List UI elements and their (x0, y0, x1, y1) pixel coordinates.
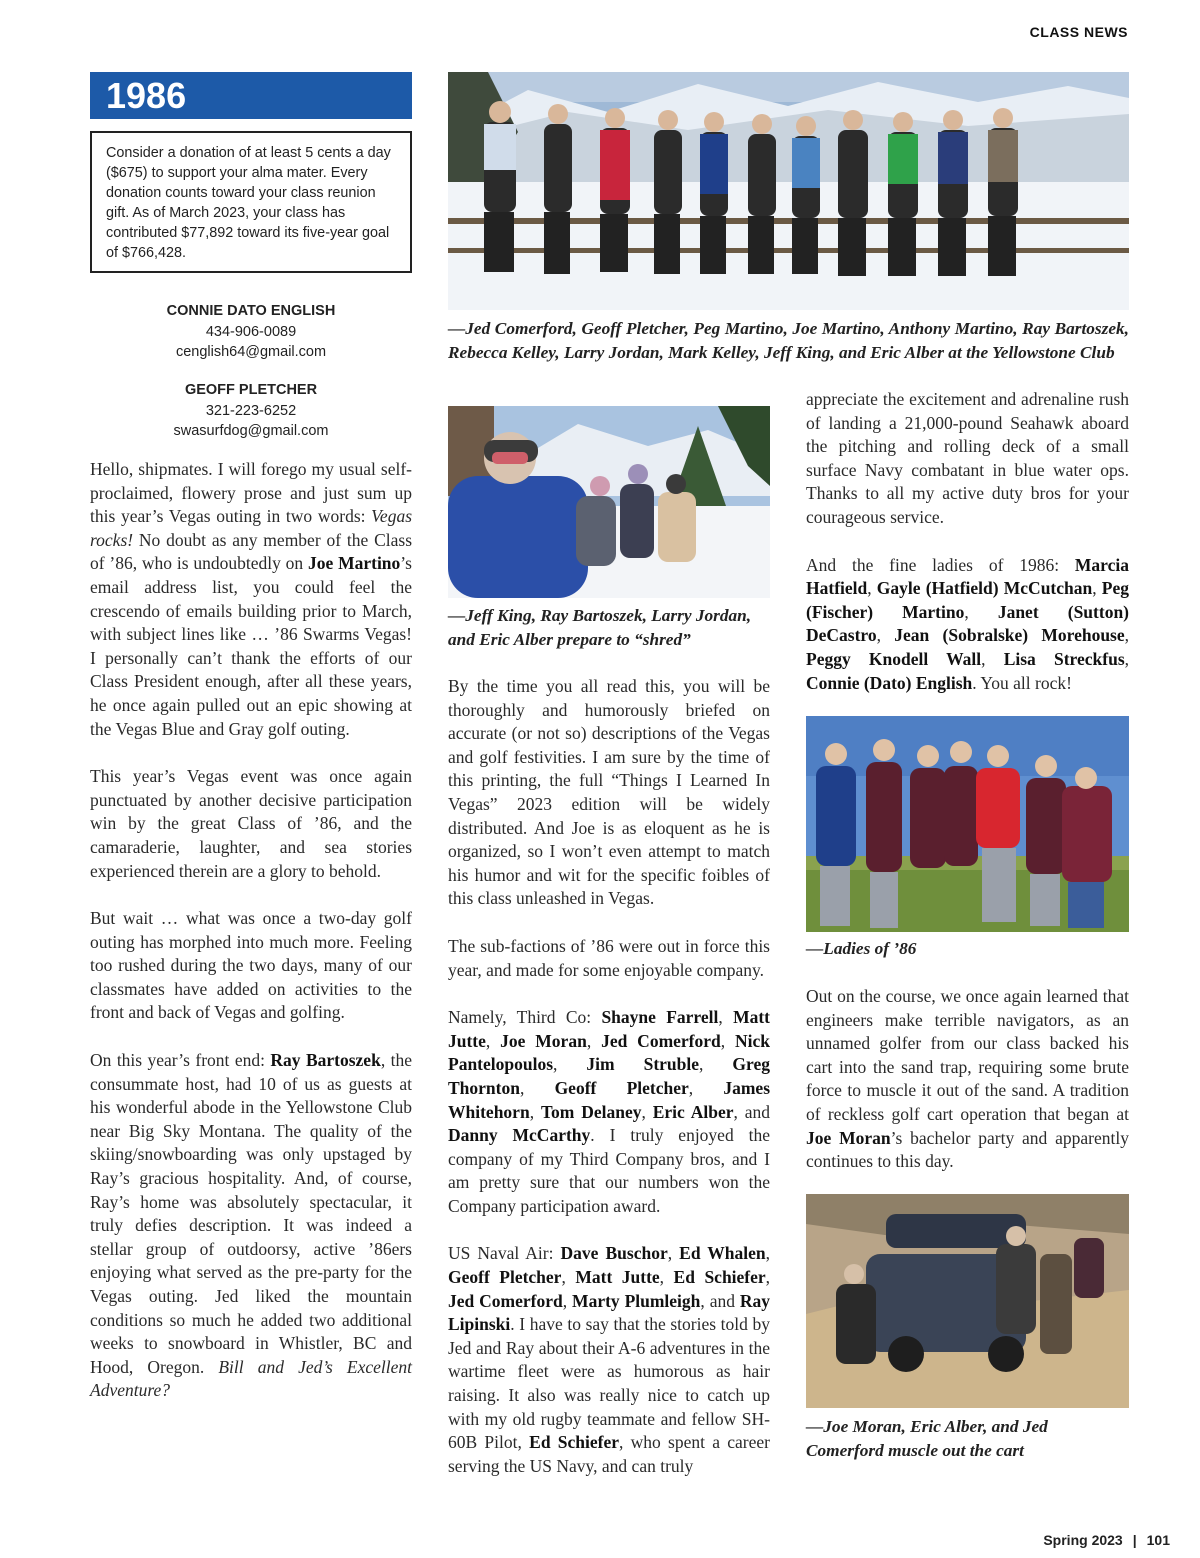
paragraph: US Naval Air: Dave Buschor, Ed Whalen, Geoff Pletcher, Matt Jutte, Ed Schiefer, Jed Comerford, Marty Plumleigh, and Ray Lipinski. I have to say that the stories told by Jed and Ray about their A-6 adventures in the wartime fleet were as humorous as hair raising. It also was really nice to catch up with my old rugby teammate and fellow SH-60B Pilot, Ed Schiefer, who spent a career serving the US Navy, and can truly (448, 1243, 771, 1476)
contact-block-1 (90, 301, 412, 363)
page-number: 101 (1146, 1532, 1170, 1548)
caption-shred: —Jeff King, Ray Bartoszek, Larry Jordan, and Eric Alber prepare to “shred” (448, 606, 752, 649)
column-2 (448, 675, 770, 1502)
class-year-banner: 1986 (90, 72, 412, 119)
section-header: CLASS NEWS (1029, 24, 1128, 40)
photo-prepare-to-shred (448, 406, 770, 598)
contact-name: GEOFF PLETCHER (184, 382, 318, 398)
paragraph: By the time you all read this, you will be thoroughly and humorously briefed on accurate (or not so) descriptions of the Vegas and golf festivities. I am sure by the time of this printing, the full “Things I Learned In Vegas” 2023 edition will be widely distributed. And Joe is as eloquent as he is organized, so I won’t even attempt to match his humor and wit for the specific foibles of this class unleashed in Vegas. (448, 676, 770, 909)
photo-group-ski (448, 72, 1129, 310)
photo-ladies-of-86 (806, 716, 1129, 932)
paragraph: On this year’s front end: Ray Bartoszek, the consummate host, had 10 of us as guests at his wonderful abode in the Yellowstone Club near Big Sky Montana. The quality of the skiing/snowboarding was only upstaged by Ray’s gracious hospitality. And, of course, Ray’s home was absolutely spectacular, it truly defies description. It was indeed a stellar group of outdoorsy, active ’86ers enjoying what served as the pre-party for the Vegas outing. Jed liked the mountain conditions so much he added two additional weeks to snowboard in Whistler, BC and Hood, Oregon. Bill and Jed’s Excellent Adventure? (90, 1050, 412, 1401)
contact-phone: 434-906-0089 (205, 323, 297, 340)
caption-cart: —Joe Moran, Eric Alber, and Jed Comerford muscle out the cart (806, 1417, 1048, 1460)
paragraph: And the fine ladies of 1986: Marcia Hatfield, Gayle (Hatfield) McCutchan, Peg (Fischer) Martino, Janet (Sutton) DeCastro, Jean (Sobralske) Morehouse, Peggy Knodell Wall, Lisa Streckfus, Connie (Dato) English. You all rock! (806, 554, 1130, 693)
caption-ladies: —Ladies of ’86 (806, 939, 917, 958)
paragraph: Namely, Third Co: Shayne Farrell, Matt Jutte, Joe Moran, Jed Comerford, Nick Pantelopoulos, Jim Struble, Greg Thornton, Geoff Pletcher, James Whitehorn, Tom Delaney, Eric Alber, and Danny McCarthy. I truly enjoyed the company of my Third Company bros, and I am pretty sure that our numbers won the Company participation award. (448, 1007, 771, 1216)
paragraph: appreciate the excitement and adrenaline rush of landing a 21,000-pound Seahawk aboard the pitching and rolling deck of a small surface Navy combatant in blue water ops. Thanks to all my active duty bros for your courageous service. (806, 389, 1129, 527)
column-3-bottom (806, 985, 1129, 1198)
footer-separator: | (1132, 1532, 1137, 1548)
column-1 (90, 458, 412, 1427)
contact-name: CONNIE DATO ENGLISH (166, 303, 336, 319)
column-3-top (806, 388, 1129, 719)
donation-box: Consider a donation of at least 5 cents a day ($675) to support your alma mater. Every donation counts toward your class reunion gift. As of March 2023, your class has contributed $77,892 toward its five-year goal of $766,428. (90, 131, 412, 273)
paragraph: But wait … what was once a two-day golf outing has morphed into much more. Feeling too rushed during the two days, many of our classmates have added on activities to the front and back of Vegas and golfing. (90, 908, 412, 1023)
paragraph: Hello, shipmates. I will forego my usual self-proclaimed, flowery prose and just sum up this year’s Vegas outing in two words: Vegas rocks! No doubt as any member of the Class of ’86, who is undoubtedly on Joe Martino’s email address list, you could feel the crescendo of emails building prior to March, with subject lines like … ’86 Swarms Vegas! I personally can’t thank the efforts of our Class President enough, after all these years, he once again pulled out an epic showing at the Vegas Blue and Gray golf outing. (90, 459, 412, 739)
contact-phone: 321-223-6252 (205, 402, 297, 419)
contact-block-2 (90, 380, 412, 442)
paragraph: The sub-factions of ’86 were out in force this year, and made for some enjoyable company. (448, 935, 770, 980)
page-footer (1043, 1532, 1170, 1548)
paragraph: This year’s Vegas event was once again punctuated by another decisive participation win by the great Class of ’86, and the camaraderie, laughter, and sea stories experienced therein are a glory to behold. (90, 766, 412, 881)
photo-golf-cart (806, 1194, 1129, 1408)
issue-label: Spring 2023 (1043, 1532, 1123, 1548)
paragraph: Out on the course, we once again learned that engineers make terrible navigators, as an unnamed golfer from our class backed his cart into the sand trap, requiring some brute force to muscle it out of the sand. A tradition of reckless golf cart operation that began at Joe Moran’s bachelor party and apparently continues to this day. (806, 986, 1129, 1172)
caption-group-ski: —Jed Comerford, Geoff Pletcher, Peg Martino, Joe Martino, Anthony Martino, Ray Bartoszek, Rebecca Kelley, Larry Jordan, Mark Kelley, Jeff King, and Eric Alber at the Yellowstone Club (448, 319, 1129, 362)
contact-email: cenglish64@gmail.com (175, 344, 327, 360)
contact-email: swasurfdog@gmail.com (173, 423, 329, 439)
